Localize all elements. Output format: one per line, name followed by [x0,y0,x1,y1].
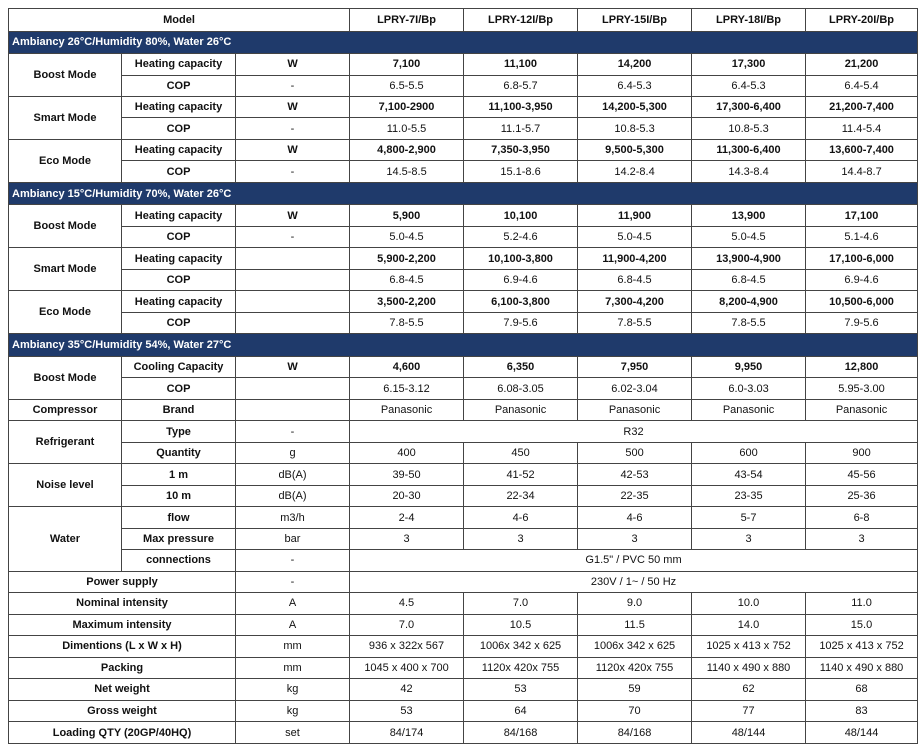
value-cell: 7.8-5.5 [350,312,464,333]
table-row [9,571,918,592]
row-label: Dimentions (L x W x H) [9,636,236,657]
value-cell: Panasonic [806,399,918,420]
table-row [9,550,918,571]
value-cell: 11,900 [578,205,692,226]
param-label: Max pressure [122,528,236,549]
header-row [9,9,918,32]
value-cell: 9,500-5,300 [578,139,692,160]
row-label: Maximum intensity [9,614,236,635]
section-header [9,31,918,54]
value-cell: 5.2-4.6 [464,226,578,247]
value-cell: 6.8-4.5 [692,269,806,290]
value-cell: 7.8-5.5 [578,312,692,333]
value-cell: 14.0 [692,614,806,635]
value-cell: 4,600 [350,356,464,377]
value-cell: 400 [350,442,464,463]
value-cell: 1140 x 490 x 880 [692,657,806,678]
value-cell: 450 [464,442,578,463]
value-cell: 12,800 [806,356,918,377]
table-row [9,679,918,700]
mode-label: Boost Mode [9,356,122,399]
value-cell: 6.9-4.6 [806,269,918,290]
value-cell: 3,500-2,200 [350,291,464,312]
value-cell: 7.9-5.6 [464,312,578,333]
value-cell: Panasonic [350,399,464,420]
value-cell: 11.0-5.5 [350,118,464,139]
value-cell: 43-54 [692,464,806,485]
value-cell: 11.5 [578,614,692,635]
value-cell: 13,600-7,400 [806,139,918,160]
value-cell: 10.5 [464,614,578,635]
value-cell: 8,200-4,900 [692,291,806,312]
table-row [9,442,918,463]
unit-cell: bar [236,528,350,549]
value-cell: 14.2-8.4 [578,161,692,182]
param-label: Quantity [122,442,236,463]
param-label: connections [122,550,236,571]
unit-cell: - [236,421,350,442]
value-cell: 25-36 [806,485,918,506]
value-cell: 15.1-8.6 [464,161,578,182]
value-cell: 84/168 [578,722,692,744]
value-cell: 6.0-3.03 [692,378,806,399]
mode-label: Eco Mode [9,139,122,182]
value-cell: 11,100-3,950 [464,97,578,118]
value-cell: 21,200-7,400 [806,97,918,118]
value-cell: 48/144 [806,722,918,744]
value-cell: 3 [806,528,918,549]
value-cell: 6.02-3.04 [578,378,692,399]
unit-cell: dB(A) [236,464,350,485]
unit-cell [236,248,350,269]
param-label: COP [122,378,236,399]
value-cell: 600 [692,442,806,463]
value-cell: 14,200-5,300 [578,97,692,118]
value-cell: 1045 x 400 x 700 [350,657,464,678]
param-label: Heating capacity [122,54,236,75]
value-cell: 1025 x 413 x 752 [692,636,806,657]
section-header [9,334,918,357]
value-cell: 1120x 420x 755 [464,657,578,678]
value-cell: 11.1-5.7 [464,118,578,139]
value-cell: 1120x 420x 755 [578,657,692,678]
value-cell: 39-50 [350,464,464,485]
mode-label: Smart Mode [9,248,122,291]
table-row [9,722,918,744]
param-label: Cooling Capacity [122,356,236,377]
table-row [9,356,918,377]
unit-cell: - [236,75,350,96]
param-label: flow [122,507,236,528]
value-cell: 45-56 [806,464,918,485]
param-label: Brand [122,399,236,420]
table-row [9,657,918,678]
table-row [9,291,918,312]
value-cell: 64 [464,700,578,721]
value-cell: 6.08-3.05 [464,378,578,399]
table-row [9,139,918,160]
value-cell: 10,100 [464,205,578,226]
value-cell: 7,100-2900 [350,97,464,118]
value-cell: 1140 x 490 x 880 [806,657,918,678]
value-cell: 70 [578,700,692,721]
value-cell: 5,900 [350,205,464,226]
param-label: Heating capacity [122,97,236,118]
param-label: COP [122,269,236,290]
value-cell: R32 [350,421,918,442]
table-row [9,700,918,721]
unit-cell: A [236,593,350,614]
model-name: LPRY-15I/Bp [578,9,692,32]
table-row [9,97,918,118]
value-cell: 1006x 342 x 625 [578,636,692,657]
value-cell: 53 [464,679,578,700]
value-cell: 3 [350,528,464,549]
value-cell: 9.0 [578,593,692,614]
unit-cell: W [236,97,350,118]
table-row [9,464,918,485]
value-cell: 3 [464,528,578,549]
unit-cell [236,399,350,420]
unit-cell: - [236,118,350,139]
value-cell: 5.0-4.5 [578,226,692,247]
value-cell: 6.8-4.5 [350,269,464,290]
param-label: COP [122,312,236,333]
param-label: Heating capacity [122,205,236,226]
row-label: Power supply [9,571,236,592]
param-label: Type [122,421,236,442]
value-cell: Panasonic [578,399,692,420]
value-cell: 4-6 [578,507,692,528]
row-label: Packing [9,657,236,678]
param-label: COP [122,226,236,247]
value-cell: 21,200 [806,54,918,75]
value-cell: 42-53 [578,464,692,485]
value-cell: 5.1-4.6 [806,226,918,247]
value-cell: 4,800-2,900 [350,139,464,160]
model-name: LPRY-18I/Bp [692,9,806,32]
mode-label: Boost Mode [9,205,122,248]
section-header [9,182,918,205]
row-label: Net weight [9,679,236,700]
value-cell: 7,100 [350,54,464,75]
unit-cell: set [236,722,350,744]
value-cell: 14.5-8.5 [350,161,464,182]
table-row [9,205,918,226]
value-cell: 20-30 [350,485,464,506]
table-row [9,507,918,528]
table-row [9,421,918,442]
value-cell: 77 [692,700,806,721]
value-cell: 936 x 322x 567 [350,636,464,657]
value-cell: 62 [692,679,806,700]
row-label: Refrigerant [9,421,122,464]
value-cell: 11.0 [806,593,918,614]
unit-cell: kg [236,700,350,721]
value-cell: 230V / 1~ / 50 Hz [350,571,918,592]
value-cell: 14,200 [578,54,692,75]
value-cell: 4-6 [464,507,578,528]
unit-cell: g [236,442,350,463]
mode-label: Eco Mode [9,291,122,334]
value-cell: 6.4-5.3 [578,75,692,96]
value-cell: 1025 x 413 x 752 [806,636,918,657]
value-cell: 7,350-3,950 [464,139,578,160]
section-title: Ambiancy 26°C/Humidity 80%, Water 26°C [9,31,918,54]
unit-cell: W [236,139,350,160]
value-cell: G1.5" / PVC 50 mm [350,550,918,571]
table-row [9,378,918,399]
value-cell: 6.4-5.3 [692,75,806,96]
param-label: COP [122,118,236,139]
table-row [9,312,918,333]
value-cell: 7,950 [578,356,692,377]
value-cell: 11.4-5.4 [806,118,918,139]
spec-table [8,8,918,744]
value-cell: 10,500-6,000 [806,291,918,312]
unit-cell: - [236,226,350,247]
value-cell: 7.9-5.6 [806,312,918,333]
value-cell: 6.15-3.12 [350,378,464,399]
value-cell: 17,100 [806,205,918,226]
unit-cell: dB(A) [236,485,350,506]
param-label: Heating capacity [122,248,236,269]
value-cell: Panasonic [692,399,806,420]
value-cell: 84/168 [464,722,578,744]
value-cell: 3 [692,528,806,549]
unit-cell [236,312,350,333]
row-label: Water [9,507,122,571]
table-row [9,226,918,247]
param-label: 1 m [122,464,236,485]
model-label: Model [9,9,350,32]
table-row [9,485,918,506]
value-cell: 68 [806,679,918,700]
value-cell: 7,300-4,200 [578,291,692,312]
value-cell: 10.0 [692,593,806,614]
value-cell: 14.3-8.4 [692,161,806,182]
unit-cell [236,378,350,399]
value-cell: 6,350 [464,356,578,377]
value-cell: 5.0-4.5 [692,226,806,247]
mode-label: Boost Mode [9,54,122,97]
value-cell: 11,900-4,200 [578,248,692,269]
value-cell: 10.8-5.3 [578,118,692,139]
value-cell: 5.95-3.00 [806,378,918,399]
value-cell: 7.0 [464,593,578,614]
value-cell: 41-52 [464,464,578,485]
value-cell: 15.0 [806,614,918,635]
table-row [9,161,918,182]
table-row [9,118,918,139]
value-cell: 1006x 342 x 625 [464,636,578,657]
value-cell: 6.5-5.5 [350,75,464,96]
model-name: LPRY-12I/Bp [464,9,578,32]
value-cell: 6-8 [806,507,918,528]
value-cell: 5-7 [692,507,806,528]
value-cell: 53 [350,700,464,721]
value-cell: 2-4 [350,507,464,528]
value-cell: 84/174 [350,722,464,744]
row-label: Noise level [9,464,122,507]
unit-cell: kg [236,679,350,700]
value-cell: 4.5 [350,593,464,614]
row-label: Gross weight [9,700,236,721]
param-label: COP [122,75,236,96]
value-cell: 6.8-4.5 [578,269,692,290]
model-name: LPRY-20I/Bp [806,9,918,32]
row-label: Nominal intensity [9,593,236,614]
table-row [9,614,918,635]
unit-cell: - [236,161,350,182]
value-cell: 17,300 [692,54,806,75]
value-cell: 17,300-6,400 [692,97,806,118]
section-title: Ambiancy 15°C/Humidity 70%, Water 26°C [9,182,918,205]
table-row [9,593,918,614]
value-cell: 17,100-6,000 [806,248,918,269]
row-label: Loading QTY (20GP/40HQ) [9,722,236,744]
param-label: 10 m [122,485,236,506]
value-cell: 9,950 [692,356,806,377]
value-cell: 6,100-3,800 [464,291,578,312]
param-label: Heating capacity [122,139,236,160]
table-row [9,248,918,269]
table-row [9,528,918,549]
value-cell: 22-35 [578,485,692,506]
unit-cell: W [236,356,350,377]
unit-cell: A [236,614,350,635]
unit-cell: mm [236,636,350,657]
value-cell: 6.4-5.4 [806,75,918,96]
unit-cell [236,269,350,290]
unit-cell: m3/h [236,507,350,528]
value-cell: 42 [350,679,464,700]
value-cell: 10,100-3,800 [464,248,578,269]
value-cell: 5,900-2,200 [350,248,464,269]
table-row [9,269,918,290]
table-row [9,54,918,75]
section-title: Ambiancy 35°C/Humidity 54%, Water 27°C [9,334,918,357]
value-cell: 10.8-5.3 [692,118,806,139]
value-cell: 5.0-4.5 [350,226,464,247]
value-cell: 13,900 [692,205,806,226]
value-cell: 900 [806,442,918,463]
value-cell: 23-35 [692,485,806,506]
value-cell: 7.0 [350,614,464,635]
value-cell: Panasonic [464,399,578,420]
table-row [9,636,918,657]
unit-cell: W [236,205,350,226]
unit-cell: W [236,54,350,75]
unit-cell: mm [236,657,350,678]
value-cell: 3 [578,528,692,549]
value-cell: 500 [578,442,692,463]
table-row [9,399,918,420]
unit-cell: - [236,550,350,571]
value-cell: 11,100 [464,54,578,75]
unit-cell: - [236,571,350,592]
value-cell: 7.8-5.5 [692,312,806,333]
value-cell: 13,900-4,900 [692,248,806,269]
model-name: LPRY-7I/Bp [350,9,464,32]
value-cell: 6.8-5.7 [464,75,578,96]
param-label: COP [122,161,236,182]
value-cell: 11,300-6,400 [692,139,806,160]
value-cell: 83 [806,700,918,721]
row-label: Compressor [9,399,122,420]
value-cell: 14.4-8.7 [806,161,918,182]
param-label: Heating capacity [122,291,236,312]
value-cell: 6.9-4.6 [464,269,578,290]
value-cell: 48/144 [692,722,806,744]
table-row [9,75,918,96]
mode-label: Smart Mode [9,97,122,140]
value-cell: 59 [578,679,692,700]
value-cell: 22-34 [464,485,578,506]
unit-cell [236,291,350,312]
